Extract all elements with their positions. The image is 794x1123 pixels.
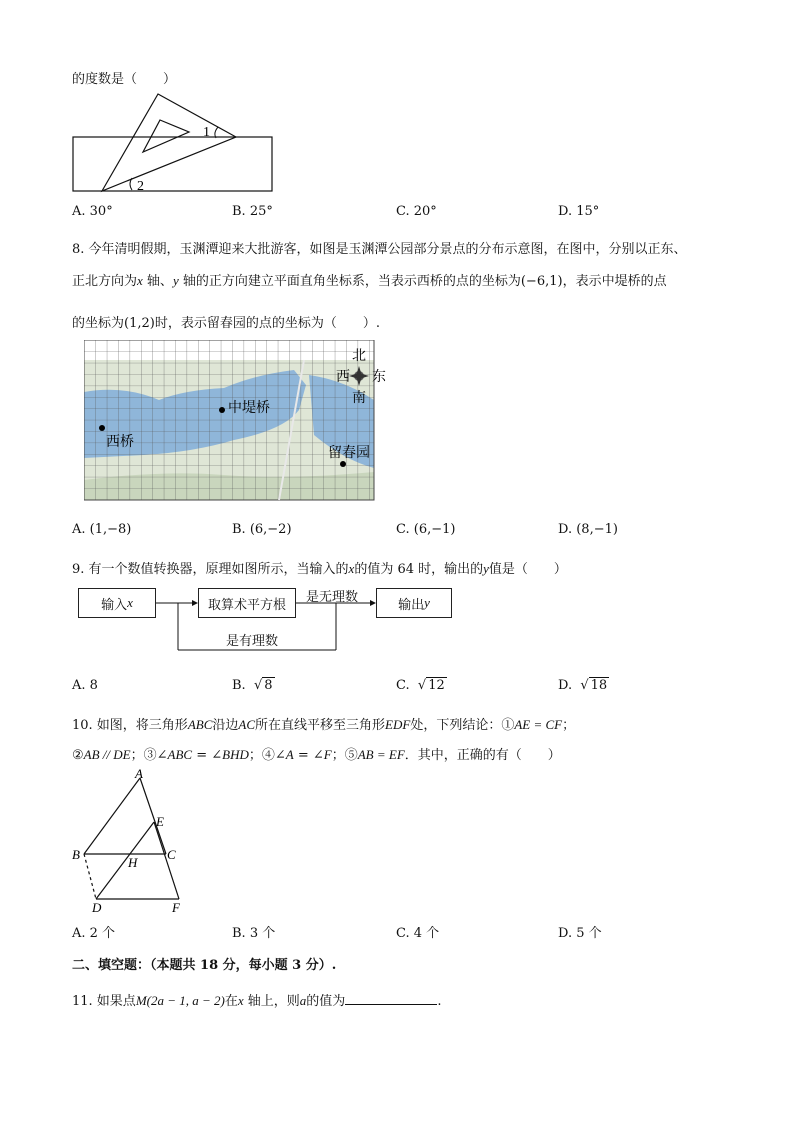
q8-option-b[interactable]: B. (6,−2) — [232, 522, 292, 537]
compass-east: 东 — [372, 369, 386, 385]
q7-figure — [70, 90, 280, 196]
map-label-liuchunyuan: 留春园 — [328, 445, 370, 461]
q8-line2: 正北方向为x 轴、y 轴的正方向建立平面直角坐标系，当表示西桥的点的坐标为(−6,1)，表示中堤桥的点 — [72, 273, 667, 289]
point-a-label: A — [135, 766, 143, 781]
point-f-label: F — [172, 900, 180, 915]
compass-north: 北 — [352, 348, 366, 364]
q9-option-c[interactable]: C. √ 12 — [396, 678, 445, 693]
q10-line2: ②AB // DE；③∠ABC = ∠BHD；④∠A = ∠F；⑤AB = EF．其中，正确的有（ ） — [72, 747, 561, 763]
q8-option-c[interactable]: C. (6,−1) — [396, 522, 456, 537]
q7-angle-2-label: 2 — [137, 179, 144, 194]
q9-option-b[interactable]: B. √ 8 — [232, 678, 273, 693]
q10-option-b[interactable]: B. 3 个 — [232, 926, 276, 941]
xiqiao-coord: (−6,1) — [520, 274, 563, 289]
q10-option-a[interactable]: A. 2 个 — [72, 926, 116, 941]
q10-option-c[interactable]: C. 4 个 — [396, 926, 440, 941]
point-e-label: E — [156, 814, 164, 829]
compass-south: 南 — [352, 390, 366, 406]
q11-answer-blank[interactable] — [345, 990, 437, 1005]
section-2-heading: 二、填空题：（本题共 18 分，每小题 3 分）. — [72, 958, 337, 973]
point-c-label: C — [167, 847, 176, 862]
q10-option-d[interactable]: D. 5 个 — [558, 926, 602, 941]
q10-figure — [68, 766, 198, 916]
point-d-label: D — [92, 900, 102, 915]
q7-option-a[interactable]: A. 30° — [72, 204, 113, 219]
compass-west: 西 — [336, 369, 350, 385]
q7-stem-tail: 的度数是（ ） — [72, 72, 177, 87]
map-label-xiqiao: 西桥 — [106, 434, 134, 450]
flow-process-box: 取算术平方根 — [198, 588, 296, 618]
q9-option-d[interactable]: D. √ 18 — [558, 678, 608, 693]
flow-input-box: 输入 x — [78, 588, 156, 618]
flow-irrational-label: 是无理数 — [306, 590, 359, 605]
q8-park-map — [84, 340, 394, 505]
zhongdiqiao-coord: (1,2) — [124, 316, 155, 331]
q8-option-a[interactable]: A. (1,−8) — [72, 522, 132, 537]
q11-stem: 11. 如果点M(2a − 1, a − 2)在x 轴上，则a的值为 . — [72, 990, 441, 1009]
point-b-label: B — [72, 847, 80, 862]
q9-stem: 9. 有一个数值转换器，原理如图所示，当输入的x的值为 64 时，输出的y值是（ ） — [72, 561, 567, 577]
q7-option-b[interactable]: B. 25° — [232, 204, 273, 219]
q9-option-a[interactable]: A. 8 — [72, 678, 98, 693]
q8-line1: 8. 今年清明假期，玉渊潭迎来大批游客，如图是玉渊潭公园部分景点的分布示意图，在图中，分别以正东、 — [72, 242, 687, 257]
flow-output-box: 输出 y — [376, 588, 452, 618]
point-h-label: H — [128, 855, 138, 870]
q7-option-c[interactable]: C. 20° — [396, 204, 437, 219]
q8-option-d[interactable]: D. (8,−1) — [558, 522, 618, 537]
q7-angle-1-label: 1 — [203, 125, 210, 140]
map-label-zhongdiqiao: 中堤桥 — [228, 400, 270, 416]
q7-option-d[interactable]: D. 15° — [558, 204, 600, 219]
q10-line1: 10. 如图，将三角形ABC沿边AC所在直线平移至三角形EDF处，下列结论：①AE = CF； — [72, 717, 576, 733]
flow-rational-label: 是有理数 — [226, 634, 279, 649]
q8-line3: 的坐标为(1,2)时，表示留春园的点的坐标为（ ）. — [72, 316, 380, 331]
